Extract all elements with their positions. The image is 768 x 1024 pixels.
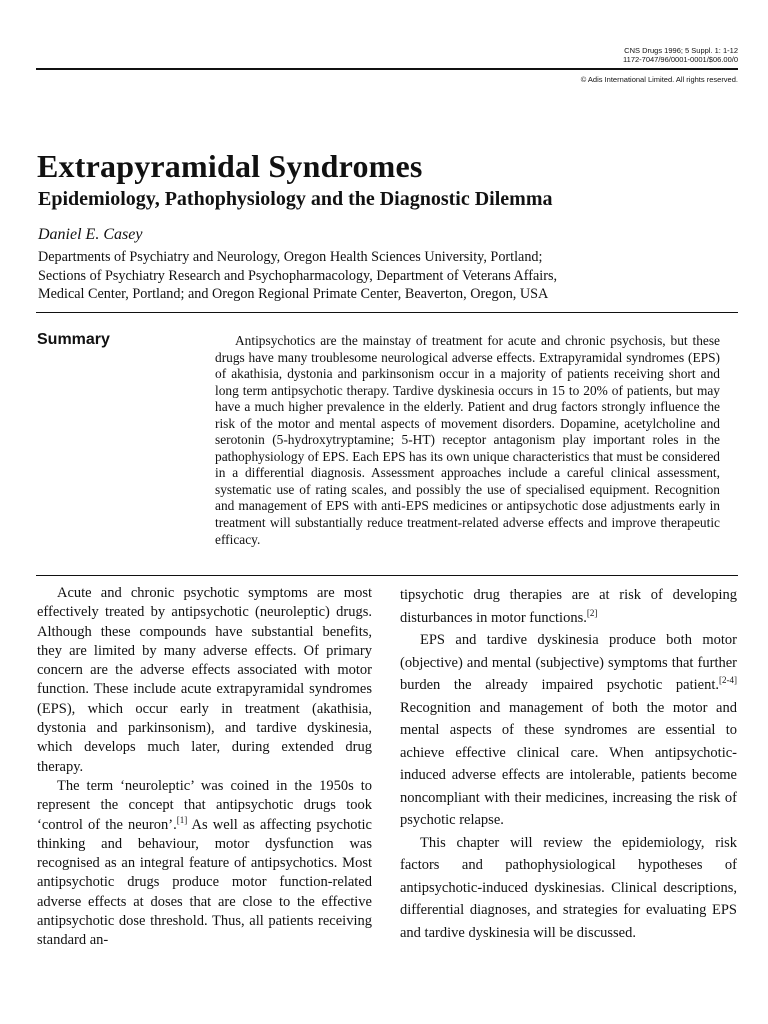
affiliation-line: Medical Center, Portland; and Oregon Regional Primate Center, Beaverton, Oregon, USA xyxy=(38,286,549,302)
journal-line: CNS Drugs 1996; 5 Suppl. 1: 1-12 xyxy=(624,46,738,55)
affiliation-line: Departments of Psychiatry and Neurology, Oregon Health Sciences University, Portland; xyxy=(38,249,543,265)
section-divider xyxy=(36,575,738,576)
body-text: The term ‘neuroleptic’ was coined in the 1950s to represent the concept that antipsychotic drugs took ‘control of the neuron’. xyxy=(37,777,372,833)
section-divider xyxy=(36,312,738,313)
citation-ref: [2-4] xyxy=(719,675,737,686)
affiliation-line: Sections of Psychiatry Research and Psychopharmacology, Department of Veterans Affairs, xyxy=(38,267,558,284)
copyright-notice: © Adis International Limited. All rights reserved. xyxy=(580,75,738,84)
article-title: Extrapyramidal Syndromes xyxy=(37,148,423,184)
article-subtitle: Epidemiology, Pathophysiology and the Diagnostic Dilemma xyxy=(38,188,553,210)
body-column-left xyxy=(37,584,372,951)
body-text: Recognition and management of both the motor and mental aspects of these syndromes are essential to achieve effective clinical care. When antipsychotic-induced adverse effects are intolerable, patients become noncompliant with their medicines, increasing the risk of psychotic relapse. xyxy=(400,699,737,828)
body-text: tipsychotic drug therapies are at risk of developing disturbances in motor functions. xyxy=(400,587,737,626)
header-rule xyxy=(36,68,738,70)
body-text: EPS and tardive dyskinesia produce both motor (objective) and mental (subjective) symptoms that further burden the already impaired psychotic patient. xyxy=(400,632,737,693)
issn-line: 1172-7047/96/0001-0001/$06.00/0 xyxy=(623,55,738,64)
journal-citation xyxy=(623,46,738,64)
body-paragraph: Acute and chronic psychotic symptoms are most effectively treated by antipsychotic (neuroleptic) drugs. Although these compounds have substantial benefits, they are limited by many adverse effects. Of primary concern are the adverse effects associated with motor function. These include acute extrapyramidal syndromes (EPS), which occur early in treatment (akathisia, dystonia and parkinsonism), and tardive dyskinesia, which develops much later, during extended drug therapy. xyxy=(37,585,372,775)
body-text: As well as affecting psychotic thinking and behaviour, motor dysfunction was recognised as an integral feature of antipsychotics. Most antipsychotic drugs produce motor function-related adverse effects at doses that are close to the effective antipsychotic dose threshold. Thus, all patients receiving standard an- xyxy=(37,816,372,949)
body-paragraph xyxy=(37,777,372,951)
body-paragraph xyxy=(400,629,737,832)
author-affiliation xyxy=(38,248,557,304)
author-name: Daniel E. Casey xyxy=(38,226,143,243)
citation-ref: [1] xyxy=(176,814,188,825)
body-column-right xyxy=(400,584,737,944)
summary-text: Antipsychotics are the mainstay of treatment for acute and chronic psychosis, but these drugs have many troublesome neurological adverse effects. Extrapyramidal syndromes (EPS) of akathisia, dystonia and parkinsonism occur in a majority of patients receiving short and long term antipsychotic therapy. Tardive dyskinesia occurs in 15 to 20% of patients, but may have a much higher prevalence in the elderly. Patient and drug factors strongly influence the risk of the motor and mental aspects of movement disorders. Dopamine, acetylcholine and serotonin (5-hydroxytryptamine; 5-HT) receptor antagonism play important roles in the pathophysiology of EPS. Each EPS has its own unique characteristics that must be considered in a differential diagnosis. Assessment approaches include a careful clinical assessment, systematic use of rating scales, and possibly the use of specialised equipment. Recognition and management of EPS with anti-EPS medicines or antipsychotic dose adjustments early in treatment will substantially reduce treatment-related adverse effects and improve therapeutic efficacy. xyxy=(215,333,720,547)
citation-ref: [2] xyxy=(586,607,598,618)
body-paragraph xyxy=(400,584,737,629)
body-paragraph: This chapter will review the epidemiology, risk factors and pathophysiological hypotheses of antipsychotic-induced dyskinesias. Clinical descriptions, differential diagnoses, and strategies for evaluating EPS and tardive dyskinesia will be discussed. xyxy=(400,834,737,941)
summary-heading: Summary xyxy=(37,331,110,348)
